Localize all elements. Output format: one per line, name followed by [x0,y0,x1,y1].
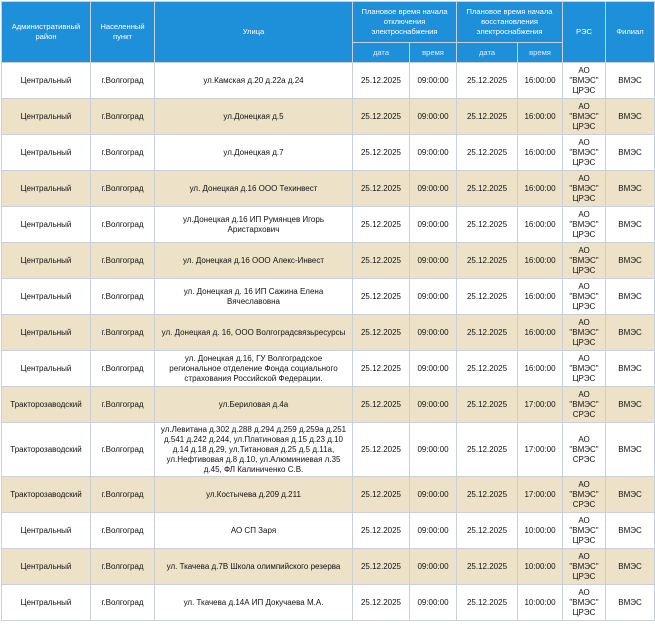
header-outage-start: Плановое время начала отключения электроснабжения [353,2,457,43]
branch-cell: ВМЭС [606,315,655,351]
header-on-time: время [518,43,563,63]
on-time-cell: 16:00:00 [518,351,563,387]
branch-cell: ВМЭС [606,171,655,207]
off-time-cell: 09:00:00 [410,207,457,243]
on-date-cell: 25.12.2025 [457,171,518,207]
street-cell: ул. Донецкая д.16 ООО Алекс-Инвест [155,243,353,279]
on-date-cell: 25.12.2025 [457,351,518,387]
street-cell: ул. Ткачева д.14А ИП Докучаева М.А. [155,585,353,621]
branch-cell: ВМЭС [606,351,655,387]
off-time-cell: 09:00:00 [410,387,457,423]
off-date-cell: 25.12.2025 [353,135,410,171]
district-cell: Центральный [2,135,91,171]
off-date-cell: 25.12.2025 [353,513,410,549]
on-date-cell: 25.12.2025 [457,423,518,477]
header-locality: Населенный пункт [91,2,155,63]
off-time-cell: 09:00:00 [410,63,457,99]
locality-cell: г.Волгоград [91,207,155,243]
on-date-cell: 25.12.2025 [457,585,518,621]
branch-cell: ВМЭС [606,207,655,243]
table-row [2,387,655,423]
res-cell: АО "ВМЭС" ЦРЭС [563,513,606,549]
branch-cell: ВМЭС [606,99,655,135]
branch-cell: ВМЭС [606,387,655,423]
street-cell: ул.Бериловая д.4а [155,387,353,423]
off-date-cell: 25.12.2025 [353,477,410,513]
branch-cell: ВМЭС [606,549,655,585]
branch-cell: ВМЭС [606,243,655,279]
table-row [2,351,655,387]
off-time-cell: 09:00:00 [410,351,457,387]
on-date-cell: 25.12.2025 [457,315,518,351]
off-time-cell: 09:00:00 [410,135,457,171]
district-cell: Центральный [2,585,91,621]
on-time-cell: 10:00:00 [518,585,563,621]
street-cell: ул. Донецкая д. 16 ИП Сажина Елена Вячеславовна [155,279,353,315]
branch-cell: ВМЭС [606,585,655,621]
branch-cell: ВМЭС [606,423,655,477]
table-row [2,63,655,99]
on-time-cell: 10:00:00 [518,513,563,549]
off-time-cell: 09:00:00 [410,423,457,477]
street-cell: ул. Донецкая д.16, ГУ Волгоградское региональное отделение Фонда социального страхования Российской Федерации. [155,351,353,387]
res-cell: АО "ВМЭС" СРЭС [563,387,606,423]
street-cell: ул.Костычева д.209 д.211 [155,477,353,513]
locality-cell: г.Волгоград [91,423,155,477]
locality-cell: г.Волгоград [91,585,155,621]
res-cell: АО "ВМЭС" ЦРЭС [563,171,606,207]
branch-cell: ВМЭС [606,513,655,549]
off-date-cell: 25.12.2025 [353,63,410,99]
branch-cell: ВМЭС [606,477,655,513]
header-off-date: дата [353,43,410,63]
off-time-cell: 09:00:00 [410,315,457,351]
table-row [2,279,655,315]
on-date-cell: 25.12.2025 [457,477,518,513]
district-cell: Тракторозаводский [2,423,91,477]
res-cell: АО "ВМЭС" СРЭС [563,423,606,477]
street-cell: ул.Левитана д.302 д.288 д.294 д.259 д.259а д.251 д.541 д.242 д.244, ул.Платиновая д.15 д.23 д.10 д.14 д.18 д.29, ул.Титановая д.25 д.5 д.11а, ул.Нефтивовая д.8 д.10, ул.Алюминиевая л.35 д.45, ФЛ Калиниченко С.В. [155,423,353,477]
on-time-cell: 16:00:00 [518,207,563,243]
district-cell: Центральный [2,207,91,243]
branch-cell: ВМЭС [606,63,655,99]
locality-cell: г.Волгоград [91,279,155,315]
res-cell: АО "ВМЭС" ЦРЭС [563,351,606,387]
locality-cell: г.Волгоград [91,351,155,387]
header-district: Административный район [2,2,91,63]
locality-cell: г.Волгоград [91,243,155,279]
table-row [2,171,655,207]
off-time-cell: 09:00:00 [410,513,457,549]
district-cell: Центральный [2,243,91,279]
off-date-cell: 25.12.2025 [353,207,410,243]
off-time-cell: 09:00:00 [410,279,457,315]
off-date-cell: 25.12.2025 [353,99,410,135]
table-row [2,585,655,621]
off-time-cell: 09:00:00 [410,243,457,279]
district-cell: Центральный [2,351,91,387]
on-time-cell: 17:00:00 [518,387,563,423]
on-time-cell: 16:00:00 [518,171,563,207]
street-cell: ул.Донецкая д.16 ИП Румянцев Игорь Аристархович [155,207,353,243]
on-date-cell: 25.12.2025 [457,279,518,315]
off-date-cell: 25.12.2025 [353,423,410,477]
off-date-cell: 25.12.2025 [353,585,410,621]
table-row [2,207,655,243]
table-body [2,63,655,621]
street-cell: ул. Донецкая д. 16, ООО Волгоградсвязьресурсы [155,315,353,351]
off-time-cell: 09:00:00 [410,477,457,513]
district-cell: Центральный [2,99,91,135]
on-date-cell: 25.12.2025 [457,549,518,585]
locality-cell: г.Волгоград [91,315,155,351]
header-on-date: дата [457,43,518,63]
street-cell: ул. Ткачева д.7В Школа олимпийского резерва [155,549,353,585]
on-date-cell: 25.12.2025 [457,63,518,99]
on-time-cell: 16:00:00 [518,279,563,315]
table-row [2,315,655,351]
on-date-cell: 25.12.2025 [457,387,518,423]
off-date-cell: 25.12.2025 [353,279,410,315]
on-date-cell: 25.12.2025 [457,99,518,135]
off-date-cell: 25.12.2025 [353,549,410,585]
off-time-cell: 09:00:00 [410,585,457,621]
table-row [2,135,655,171]
street-cell: АО СП Заря [155,513,353,549]
district-cell: Центральный [2,63,91,99]
res-cell: АО "ВМЭС" ЦРЭС [563,99,606,135]
res-cell: АО "ВМЭС" ЦРЭС [563,135,606,171]
res-cell: АО "ВМЭС" ЦРЭС [563,279,606,315]
header-branch: Филиал [606,2,655,63]
res-cell: АО "ВМЭС" ЦРЭС [563,315,606,351]
district-cell: Центральный [2,171,91,207]
off-date-cell: 25.12.2025 [353,171,410,207]
street-cell: ул.Донецкая д.7 [155,135,353,171]
branch-cell: ВМЭС [606,135,655,171]
on-time-cell: 16:00:00 [518,63,563,99]
header-street: Улица [155,2,353,63]
table-row [2,99,655,135]
res-cell: АО "ВМЭС" ЦРЭС [563,585,606,621]
on-time-cell: 17:00:00 [518,477,563,513]
res-cell: АО "ВМЭС" ЦРЭС [563,207,606,243]
on-date-cell: 25.12.2025 [457,207,518,243]
header-restore-start: Плановое время начала восстановления электроснабжения [457,2,563,43]
table-row [2,243,655,279]
table-row [2,477,655,513]
table-row [2,549,655,585]
on-date-cell: 25.12.2025 [457,513,518,549]
table-row [2,423,655,477]
res-cell: АО "ВМЭС" СРЭС [563,477,606,513]
locality-cell: г.Волгоград [91,135,155,171]
off-time-cell: 09:00:00 [410,99,457,135]
district-cell: Центральный [2,549,91,585]
locality-cell: г.Волгоград [91,513,155,549]
locality-cell: г.Волгоград [91,477,155,513]
table-header [2,2,655,63]
street-cell: ул.Камская д.20 д.22а д.24 [155,63,353,99]
off-date-cell: 25.12.2025 [353,387,410,423]
header-off-time: время [410,43,457,63]
on-date-cell: 25.12.2025 [457,243,518,279]
locality-cell: г.Волгоград [91,549,155,585]
locality-cell: г.Волгоград [91,99,155,135]
locality-cell: г.Волгоград [91,63,155,99]
locality-cell: г.Волгоград [91,387,155,423]
off-time-cell: 09:00:00 [410,171,457,207]
district-cell: Центральный [2,513,91,549]
branch-cell: ВМЭС [606,279,655,315]
on-time-cell: 16:00:00 [518,99,563,135]
on-time-cell: 10:00:00 [518,549,563,585]
header-res: РЭС [563,2,606,63]
table-row [2,513,655,549]
on-time-cell: 16:00:00 [518,135,563,171]
on-date-cell: 25.12.2025 [457,135,518,171]
res-cell: АО "ВМЭС" ЦРЭС [563,63,606,99]
on-time-cell: 16:00:00 [518,315,563,351]
district-cell: Тракторозаводский [2,387,91,423]
street-cell: ул.Донецкая д.5 [155,99,353,135]
locality-cell: г.Волгоград [91,171,155,207]
on-time-cell: 16:00:00 [518,243,563,279]
off-date-cell: 25.12.2025 [353,351,410,387]
off-time-cell: 09:00:00 [410,549,457,585]
district-cell: Центральный [2,279,91,315]
outage-schedule-table [1,1,655,621]
on-time-cell: 17:00:00 [518,423,563,477]
off-date-cell: 25.12.2025 [353,243,410,279]
res-cell: АО "ВМЭС" ЦРЭС [563,243,606,279]
off-date-cell: 25.12.2025 [353,315,410,351]
district-cell: Центральный [2,315,91,351]
res-cell: АО "ВМЭС" ЦРЭС [563,549,606,585]
district-cell: Тракторозаводский [2,477,91,513]
street-cell: ул. Донецкая д.16 ООО Техинвест [155,171,353,207]
